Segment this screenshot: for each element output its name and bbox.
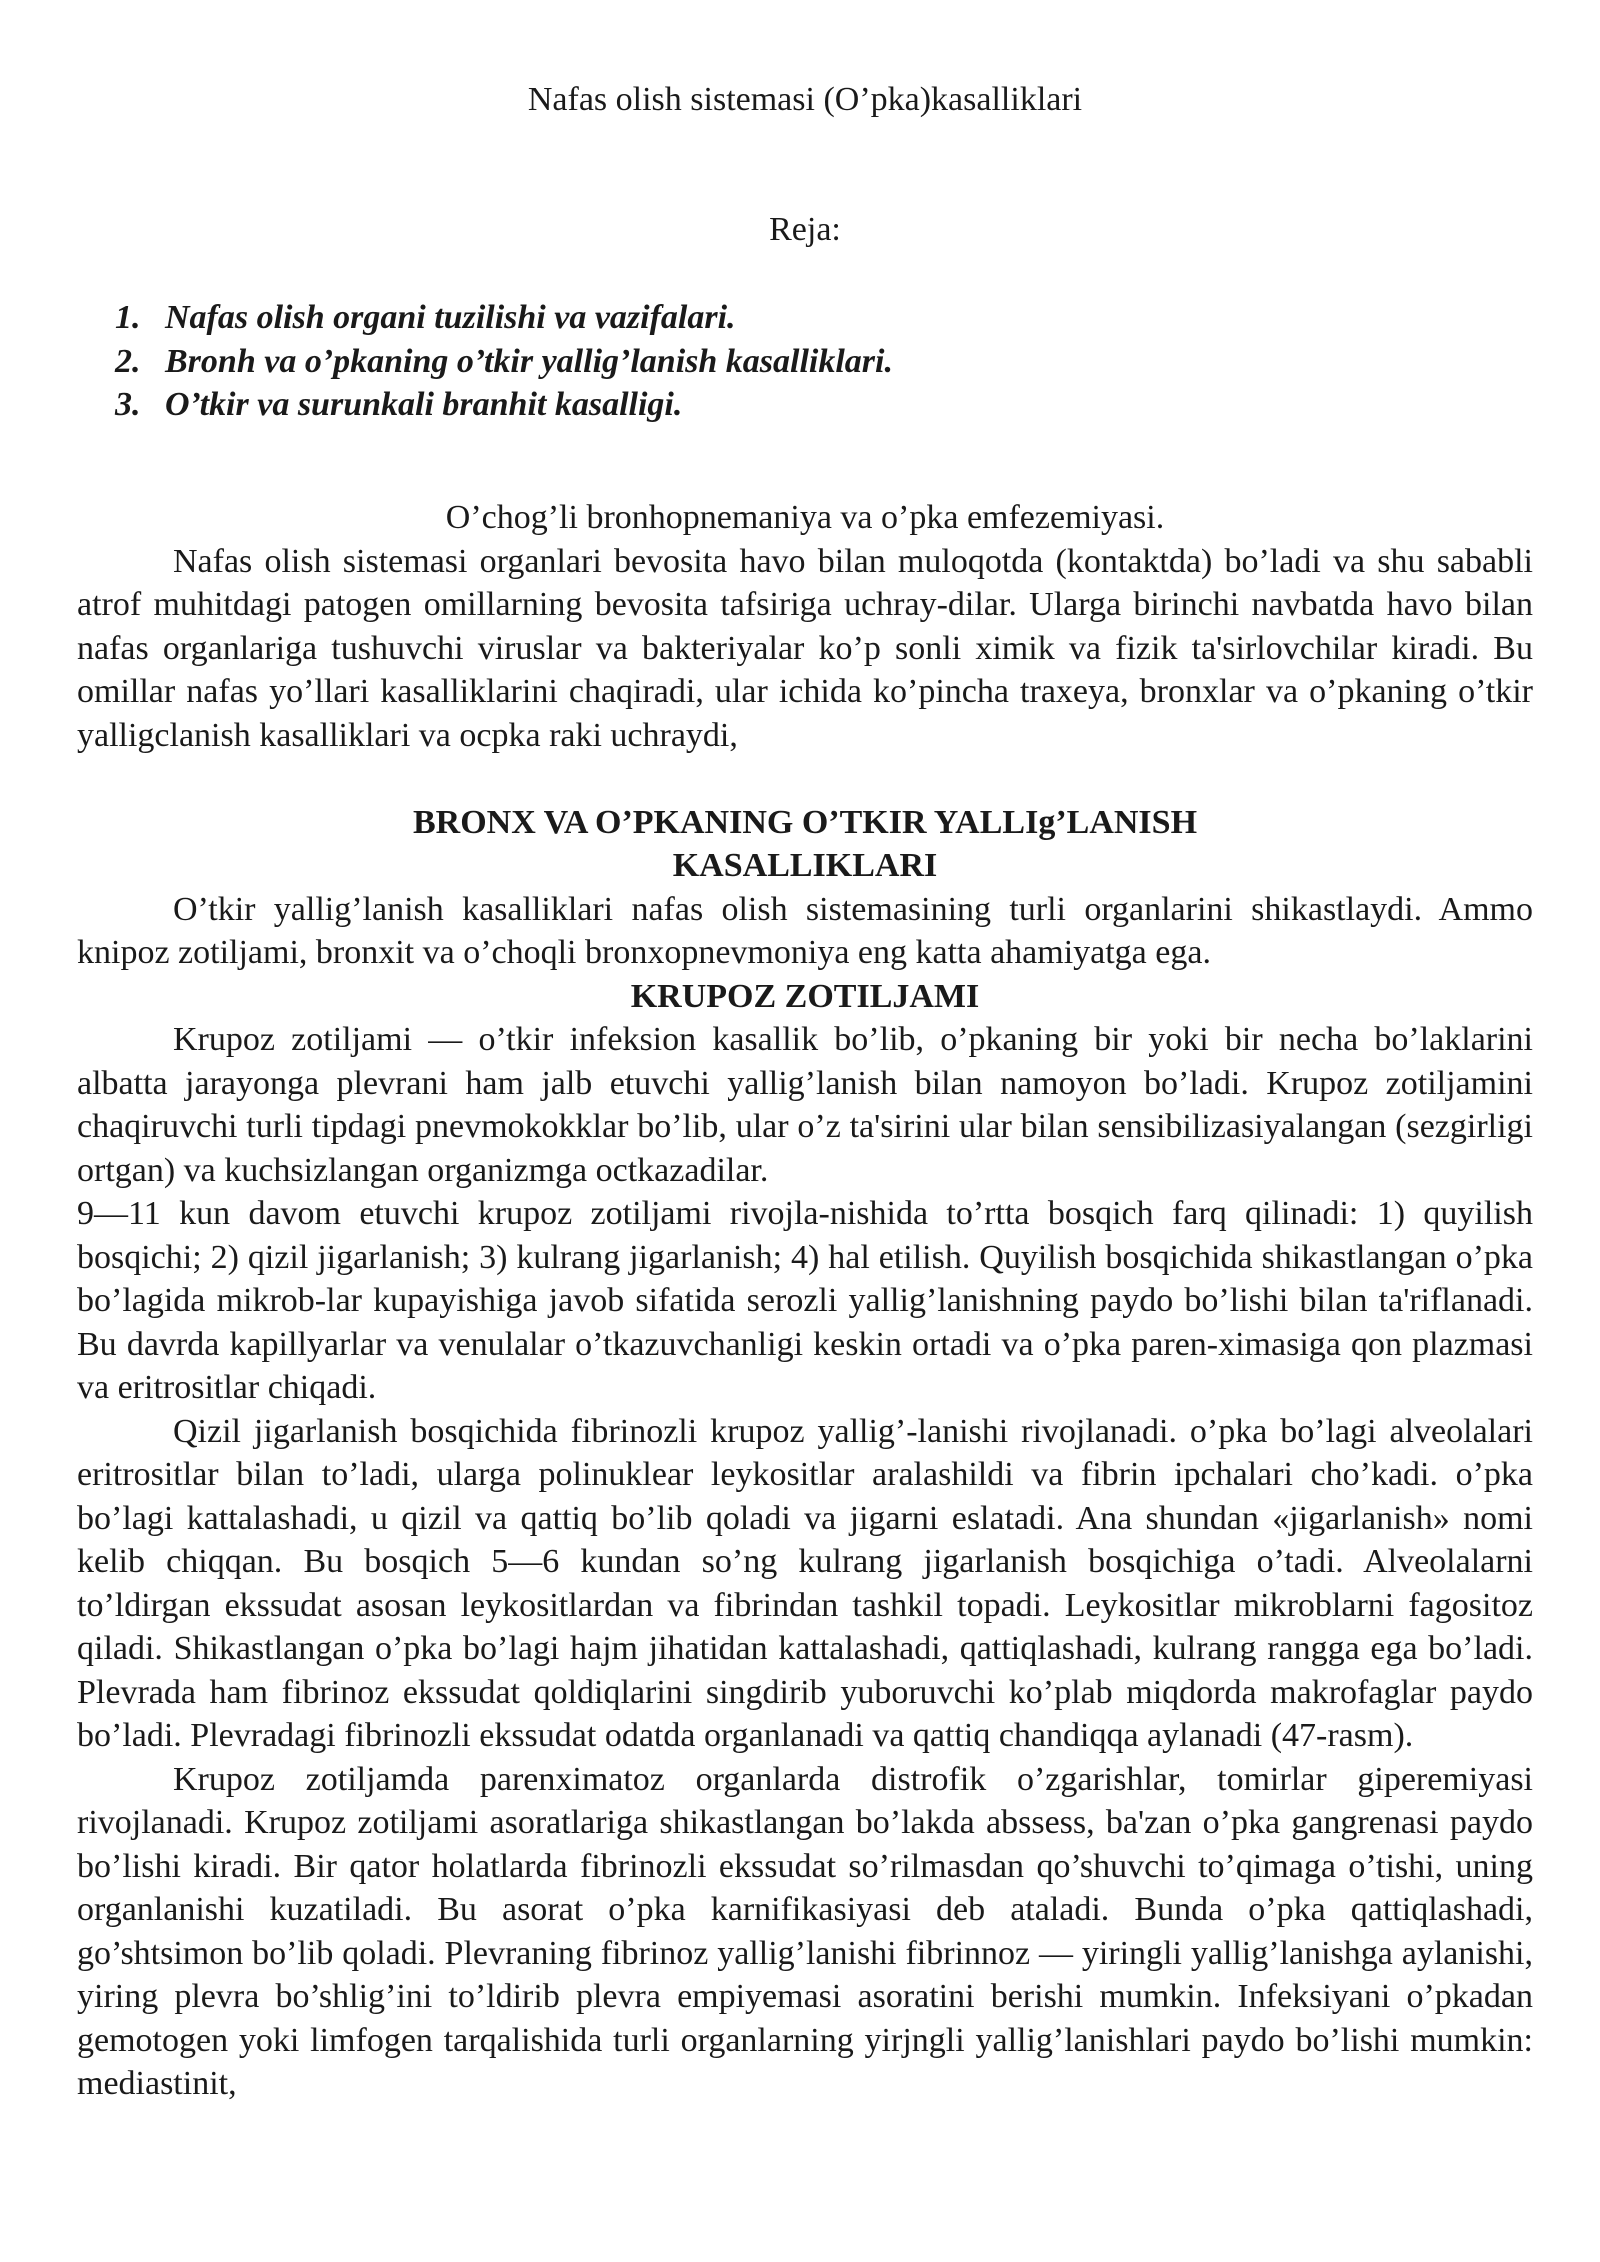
- document-body: [77, 496, 1533, 2106]
- plan-list: [115, 296, 893, 427]
- section-heading-bronx: [77, 801, 1533, 888]
- section-paragraph: Qizil jigarlanish bosqichida fibrinozli krupoz yallig’-lanishi rivojlanadi. o’pka bo’lagi alveolalari eritrositlar bilan to’ladi, ularga polinuklear leykositlar aralashildi va fibrin ipchalari cho’kadi. o’pka bo’lagi kattalashadi, u qizil va qattiq bo’lib qoladi va jigarni eslatadi. Ana shundan «jigarlanish» nomi kelib chiqqan. Bu bosqich 5—6 kundan so’ng kulrang jigarlanish bosqichiga o’tadi. Alveolalarni to’ldirgan ekssudat asosan leykositlardan va fibrindan tashkil topadi. Leykositlar mikroblarni fagositoz qiladi. Shikastlangan o’pka bo’lagi hajm jihatidan kattalashadi, qattiqlashadi, kulrang rangga ega bo’ladi. Plevrada ham fibrinoz ekssudat qoldiqlarini singdirib yuboruvchi ko’plab miqdorda makrofaglar paydo bo’ladi. Plevradagi fibrinozli ekssudat odatda organlanadi va qattiq chandiqqa aylanadi (47-rasm).: [77, 1412, 1533, 1754]
- plan-item-number: 1.: [115, 299, 141, 336]
- plan-item-text: Nafas olish organi tuzilishi va vazifalari.: [165, 299, 736, 336]
- plan-item-number: 3.: [115, 386, 141, 423]
- section-paragraph: O’tkir yallig’lanish kasalliklari nafas olish sistemasining turli organlarini shikastlaydi. Ammo knipoz zotiljami, bronxit va o’choqli bronxopnevmoniya eng katta ahamiyatga ega.: [77, 890, 1533, 971]
- plan-item: [115, 383, 893, 427]
- plan-item-number: 2.: [115, 342, 141, 380]
- plan-item: [115, 296, 893, 340]
- document-title: Nafas olish sistemasi (O’pka)kasalliklari: [527, 81, 1083, 118]
- section-paragraph: Krupoz zotiljamda parenximatoz organlarda distrofik o’zgarishlar, tomirlar giperemiyasi rivojlanadi. Krupoz zotiljami asoratlariga shikastlangan bo’lakda abssess, ba'zan o’pka gangrenasi paydo bo’lishi kiradi. Bir qator holatlarda fibrinozli ekssudat so’rilmasdan qo’shuvchi to’qimaga o’tishi, uning organlanishi kuzatiladi. Bu asorat o’pka karnifikasiyasi deb ataladi. Bunda o’pka qattiqlashadi, go’shtsimon bo’lib qoladi. Plevraning fibrinoz yallig’lanishi fibrinnoz — yiringli yallig’lanishga aylanishi, yiring plevra bo’shlig’ini to’ldirib plevra empiyemasi asoratini berishi mumkin. Infeksiyani o’pkadan gemotogen yoki limfogen tarqalishida turli organlarning yirjngli yallig’lanishlari paydo bo’lishi mumkin: mediastinit,: [77, 1760, 1533, 2102]
- section-heading-krupoz: KRUPOZ ZOTILJAMI: [630, 977, 980, 1015]
- section-heading-line: BRONX VA O’PKANING O’TKIR YALLIg’LANISH: [412, 803, 1198, 841]
- section-paragraph: 9—11 kun davom etuvchi krupoz zotiljami rivojla-nishida to’rtta bosqich farq qilinadi: 1) quyilish bosqichi; 2) qizil jigarlanish; 3) kulrang jigarlanish; 4) hal etilish. Quyilish bosqichida shikastlangan o’pka bo’lagida mikrob-lar kupayishiga javob sifatida serozli yallig’lanishning paydo bo’lishi bilan ta'riflanadi. Bu davrda kapillyarlar va venulalar o’tkazuvchanligi keskin ortadi va o’pka paren-ximasiga qon plazmasi va eritrositlar chiqadi.: [77, 1195, 1533, 1406]
- plan-item-text: O’tkir va surunkali branhit kasalligi.: [165, 386, 683, 423]
- document-subtitle: O’chog’li bronhopnemaniya va o’pka emfezemiyasi.: [445, 499, 1165, 536]
- plan-item-text: Bronh va o’pkaning o’tkir yallig’lanish kasalliklari.: [165, 342, 893, 380]
- plan-item: [115, 340, 893, 384]
- section-heading-line: KASALLIKLARI: [672, 847, 938, 884]
- section-paragraph: Krupoz zotiljami — o’tkir infeksion kasallik bo’lib, o’pkaning bir yoki bir necha bo’laklarini albatta jarayonga plevrani ham jalb etuvchi yallig’lanish bilan namoyon bo’ladi. Krupoz zotiljamini chaqiruvchi turli tipdagi pnevmokokklar bo’lib, ular o’z ta'sirini ular bilan sensibilizasiyalangan (sezgirligi ortgan) va kuchsizlangan organizmga octkazadilar.: [77, 1021, 1533, 1189]
- plan-label: Reja:: [769, 211, 841, 248]
- spacer: [77, 757, 1533, 801]
- intro-paragraph: Nafas olish sistemasi organlari bevosita havo bilan muloqotda (kontaktda) bo’ladi va shu sababli atrof muhitdagi patogen omillarning bevosita tafsiriga uchray-dilar. Ularga birinchi navbatda havo bilan nafas organlariga tushuvchi viruslar va bakteriyalar ko’p sonli ximik va fizik ta'sirlovchilar kiradi. Bu omillar nafas yo’llari kasalliklarini chaqiradi, ular ichida ko’pincha traxeya, bronxlar va o’pkaning o’tkir yalligclanish kasalliklari va ocpka raki uchraydi,: [77, 542, 1533, 754]
